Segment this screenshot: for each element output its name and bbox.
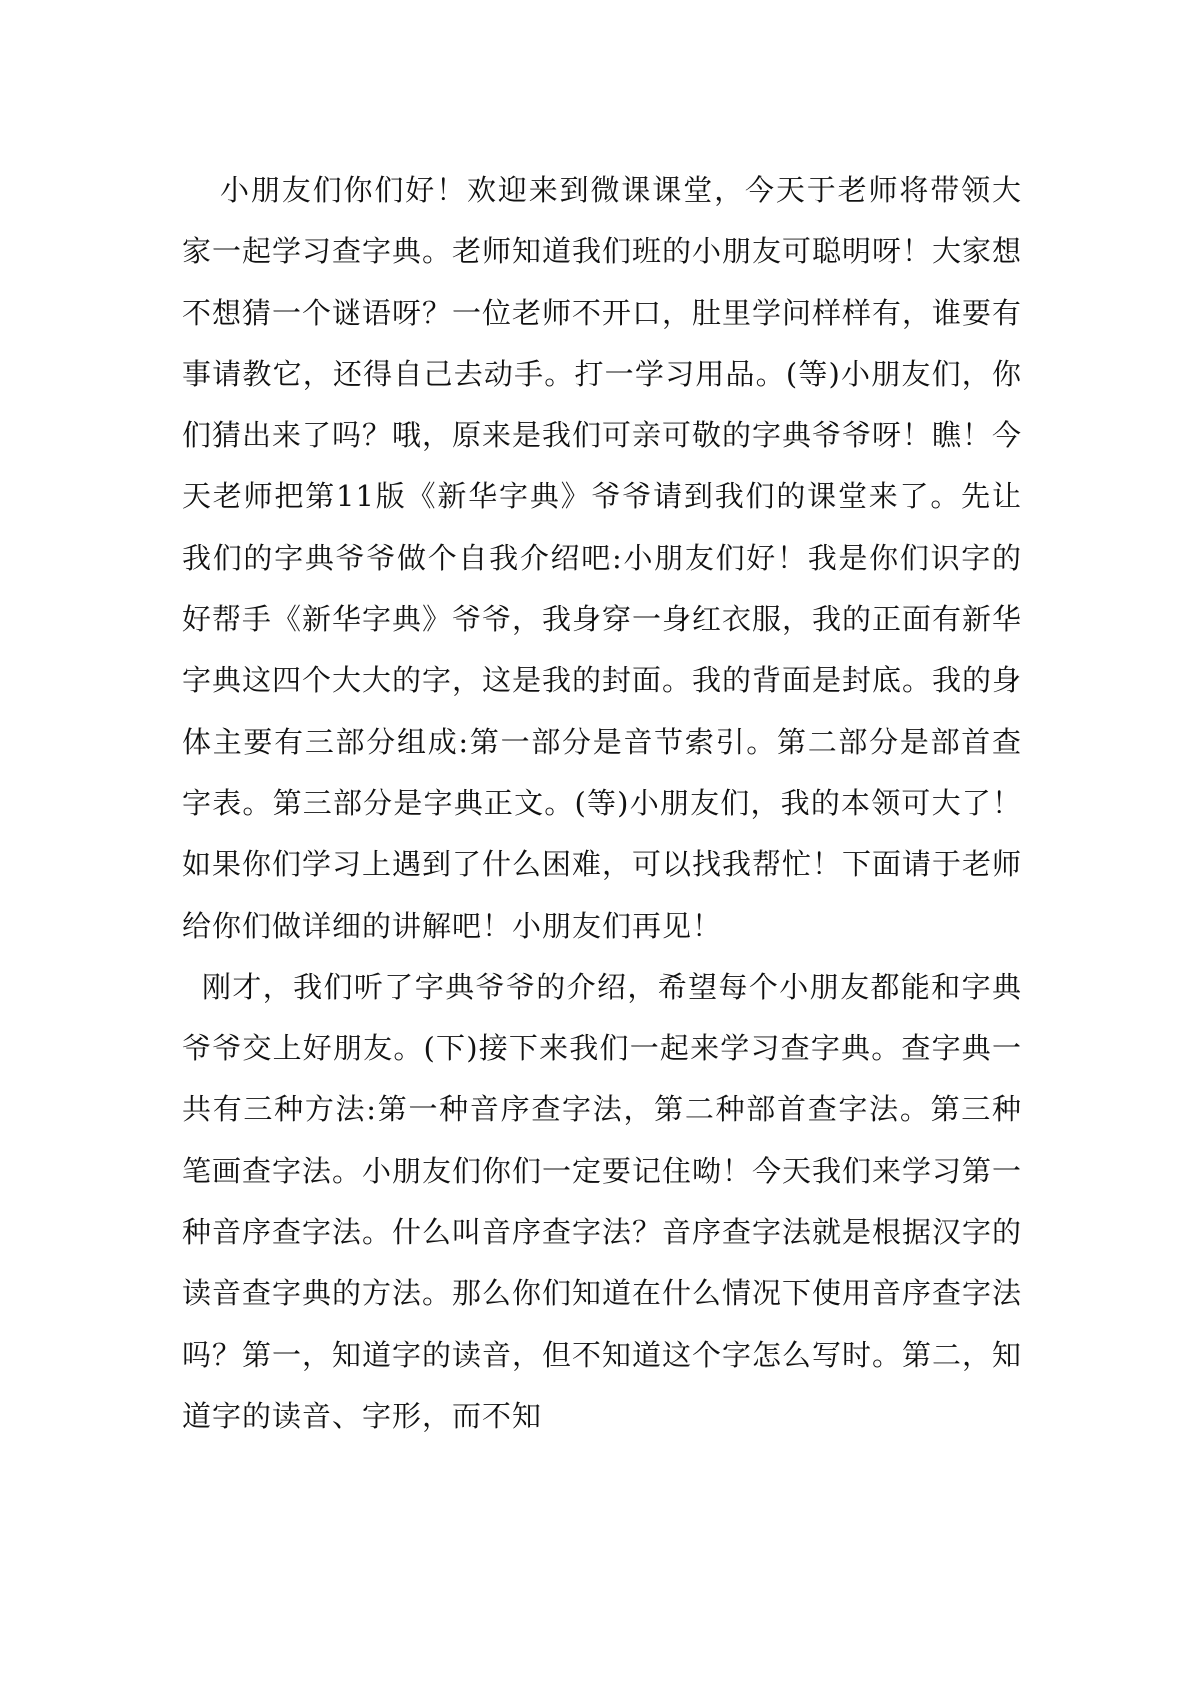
paragraph-lookup-methods: 刚才，我们听了字典爷爷的介绍，希望每个小朋友都能和字典爷爷交上好朋友。(下)接下来我们一起来学习查字典。查字典一共有三种方法:第一种音序查字法，第二种部首查字法。第三种笔画查字法。小朋友们你们一定要记住呦！今天我们来学习第一种音序查字法。什么叫音序查字法？音序查字法就是根据汉字的读音查字典的方法。那么你们知道在什么情况下使用音序查字法吗？第一，知道字的读音，但不知道这个字怎么写时。第二，知道字的读音、字形，而不知 <box>182 969 1023 1433</box>
document-body <box>182 160 1022 1447</box>
paragraph-intro: 小朋友们你们好！欢迎来到微课课堂，今天于老师将带领大家一起学习查字典。老师知道我们班的小朋友可聪明呀！大家想不想猜一个谜语呀？一位老师不开口，肚里学问样样有，谁要有事请教它，还得自己去动手。打一学习用品。(等)小朋友们，你们猜出来了吗？哦，原来是我们可亲可敬的字典爷爷呀！瞧！今天老师把第11版《新华字典》爷爷请到我们的课堂来了。先让我们的字典爷爷做个自我介绍吧:小朋友们好！我是你们识字的好帮手《新华字典》爷爷，我身穿一身红衣服，我的正面有新华字典这四个大大的字，这是我的封面。我的背面是封底。我的身体主要有三部分组成:第一部分是音节索引。第二部分是部首查字表。第三部分是字典正文。(等)小朋友们，我的本领可大了！如果你们学习上遇到了什么困难，可以找我帮忙！下面请于老师给你们做详细的讲解吧！小朋友们再见！ <box>182 173 1023 943</box>
